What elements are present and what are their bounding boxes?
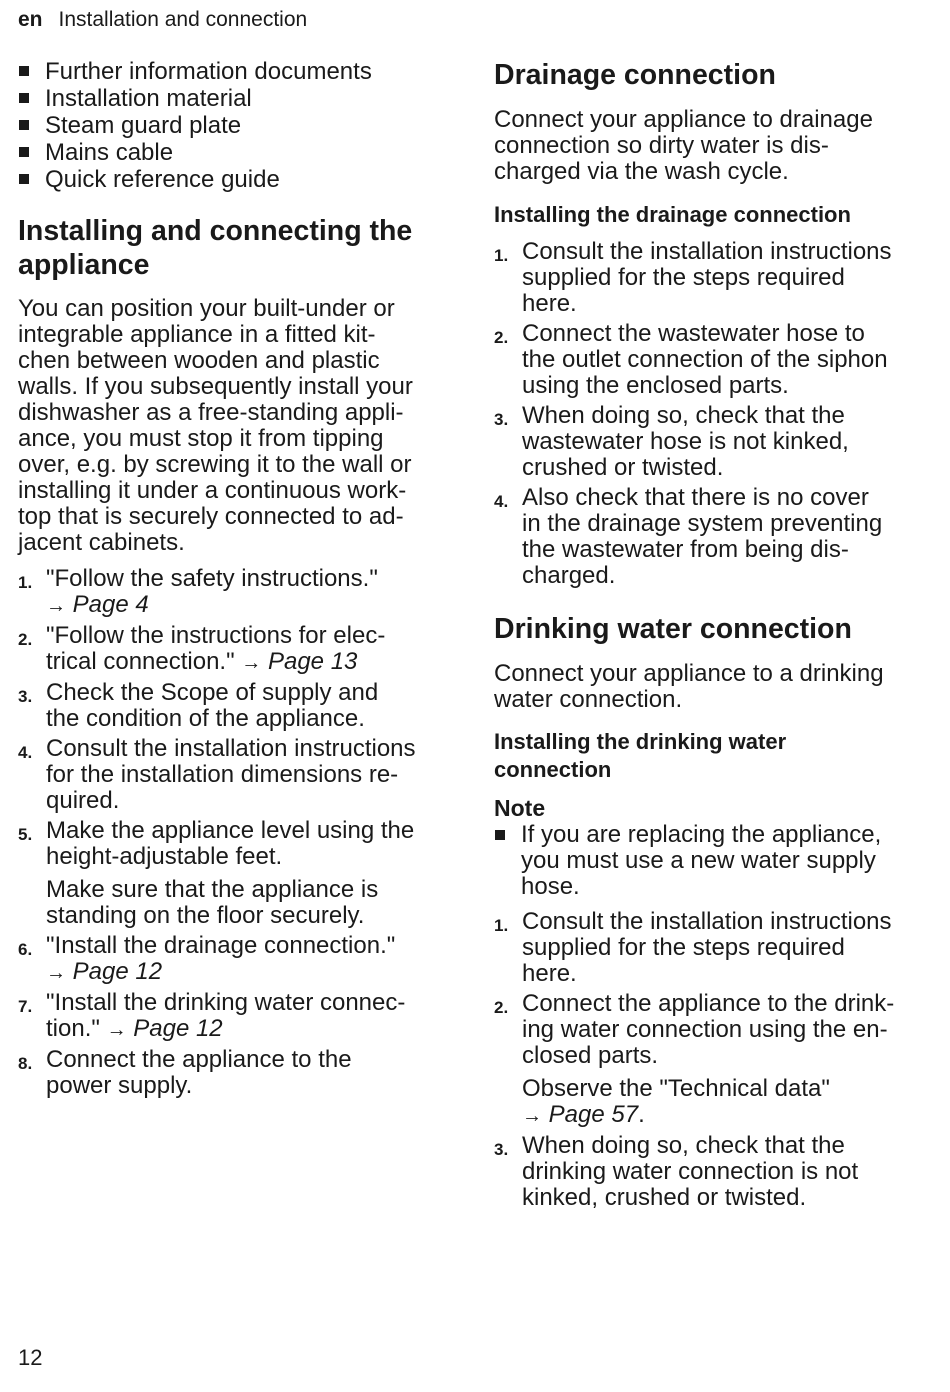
page-number: 12 (18, 1345, 43, 1370)
step-7: 7. "Install the drinking water connec- tion." → Page 12 (18, 989, 406, 1042)
section-title: Installation and connection (58, 8, 308, 31)
arrow-right-icon: → (106, 1019, 127, 1041)
list-item: Steam guard plate (18, 112, 372, 139)
intro-paragraph: You can position your built-under or integrable appliance in a fitted kit- chen between wooden and plastic walls. If you subsequently install your dishwasher as a free-standing appli- ance, you must stop it from tipping over, e.g. by screwing it to the wall or installing it under a continuous work- top that is securely connected to ad- jacent cabinets. (18, 295, 413, 556)
list-item: Installation material (18, 85, 372, 112)
arrow-right-icon: → (46, 962, 66, 984)
list-item: If you are replacing the appliance, you must use a new water supply hose. (494, 822, 934, 900)
page-reference-link[interactable]: Page 13 (267, 648, 358, 675)
step-1: 1. "Follow the safety instructions." → Page 4 (18, 565, 378, 618)
section-heading-drinking-water: Drinking water connection (494, 613, 852, 645)
bullet-square-icon (19, 93, 29, 103)
arrow-right-icon: → (241, 652, 262, 674)
step-3: 3. When doing so, check that the wastewater hose is not kinked, crushed or twisted. (494, 402, 849, 481)
step-3: 3. When doing so, check that the drinking water connection is not kinked, crushed or twisted. (494, 1132, 859, 1211)
drinking-water-steps (494, 909, 934, 1215)
section-heading-installing: Installing and connecting the appliance (18, 215, 413, 281)
subheading-drainage: Installing the drainage connection (494, 202, 851, 227)
step-8: 8. Connect the appliance to the power supply. (18, 1046, 352, 1099)
step-1: 1. Consult the installation instructions supplied for the steps required here. (494, 238, 892, 317)
installation-steps (18, 566, 448, 1103)
drainage-steps (494, 239, 934, 593)
arrow-right-icon: → (522, 1105, 542, 1127)
step-1: 1. Consult the installation instructions supplied for the steps required here. (494, 908, 892, 987)
note-list (494, 822, 934, 900)
bullet-square-icon (19, 147, 29, 157)
step-4: 4. Consult the installation instructions for the installation dimensions re- quired. (18, 735, 416, 814)
step-6: 6. "Install the drainage connection." → Page 12 (18, 932, 396, 985)
bullet-square-icon (19, 120, 29, 130)
step-3: 3. Check the Scope of supply and the condition of the appliance. (18, 679, 379, 732)
running-header (18, 8, 307, 32)
bullet-square-icon (495, 830, 505, 840)
list-item: Quick reference guide (18, 166, 372, 193)
bullet-square-icon (19, 174, 29, 184)
language-code: en (18, 8, 43, 31)
step-4: 4. Also check that there is no cover in the drainage system preventing the wastewater from being dis- charged. (494, 484, 883, 589)
list-item: Further information documents (18, 58, 372, 85)
arrow-right-icon: → (46, 595, 66, 617)
drinking-water-intro: Connect your appliance to a drinking water connection. (494, 660, 884, 713)
drainage-intro: Connect your appliance to drainage connection so dirty water is dis- charged via the wash cycle. (494, 106, 873, 185)
page-reference-link[interactable]: Page 12 (72, 958, 163, 985)
section-heading-drainage: Drainage connection (494, 59, 776, 91)
supply-list (18, 58, 372, 193)
step-5: 5. Make the appliance level using the height-adjustable feet. Make sure that the appliance is standing on the floor securely. (18, 817, 415, 929)
step-2: 2. Connect the wastewater hose to the outlet connection of the siphon using the enclosed parts. (494, 320, 888, 399)
subheading-drinking-water: Installing the drinking water connection (494, 729, 787, 782)
page-reference-link[interactable]: Page 57 (548, 1101, 639, 1128)
step-2: 2. Connect the appliance to the drink- ing water connection using the en- closed parts. Observe the "Technical data" → Page 57. (494, 990, 895, 1128)
bullet-square-icon (19, 66, 29, 76)
list-item: Mains cable (18, 139, 372, 166)
page-reference-link[interactable]: Page 4 (72, 591, 149, 618)
step-2: 2. "Follow the instructions for elec- trical connection." → Page 13 (18, 622, 386, 675)
page-reference-link[interactable]: Page 12 (133, 1015, 223, 1042)
note-label: Note (494, 795, 546, 821)
